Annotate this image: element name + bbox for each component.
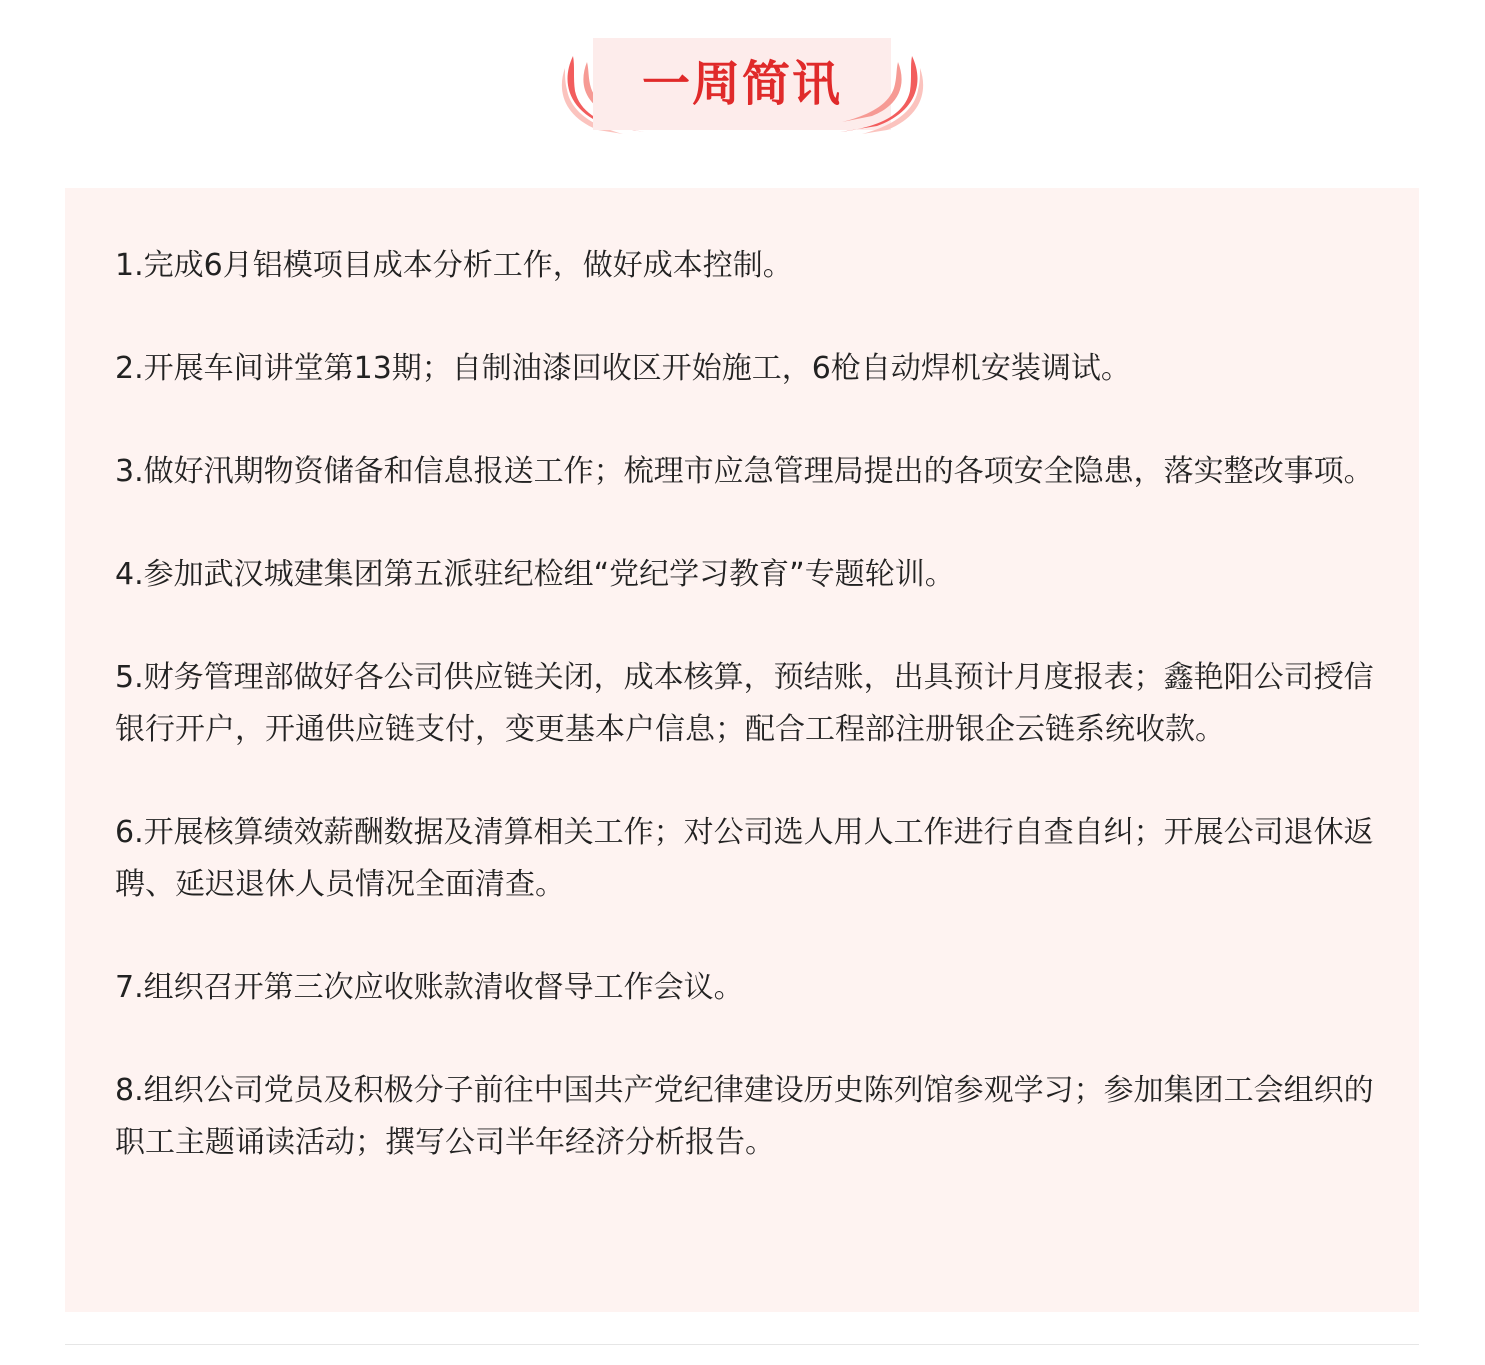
section-title-banner bbox=[553, 38, 932, 134]
bottom-divider bbox=[65, 1344, 1419, 1345]
news-content-box bbox=[65, 188, 1419, 1312]
news-item-5: 5.财务管理部做好各公司供应链关闭，成本核算，预结账，出具预计月度报表；鑫艳阳公司授信银行开户，开通供应链支付，变更基本户信息；配合工程部注册银企云链系统收款。 bbox=[115, 660, 1374, 747]
news-item-6: 6.开展核算绩效薪酬数据及清算相关工作；对公司选人用人工作进行自查自纠；开展公司退休返聘、延迟退休人员情况全面清查。 bbox=[115, 815, 1374, 902]
page-title: 一周简讯 bbox=[641, 56, 842, 112]
news-list bbox=[115, 240, 1375, 1220]
right-laurel-ornament bbox=[837, 46, 932, 134]
news-item-1: 1.完成6月铝模项目成本分析工作，做好成本控制。 bbox=[115, 248, 793, 283]
news-item-8: 8.组织公司党员及积极分子前往中国共产党纪律建设历史陈列馆参观学习；参加集团工会组织的职工主题诵读活动；撰写公司半年经济分析报告。 bbox=[115, 1073, 1374, 1160]
news-item-2: 2.开展车间讲堂第13期；自制油漆回收区开始施工，6枪自动焊机安装调试。 bbox=[115, 351, 1131, 386]
news-item-4: 4.参加武汉城建集团第五派驻纪检组“党纪学习教育”专题轮训。 bbox=[115, 557, 955, 592]
news-item-3: 3.做好汛期物资储备和信息报送工作；梳理市应急管理局提出的各项安全隐患，落实整改事项。 bbox=[115, 454, 1374, 489]
news-item-7: 7.组织召开第三次应收账款清收督导工作会议。 bbox=[115, 970, 744, 1005]
